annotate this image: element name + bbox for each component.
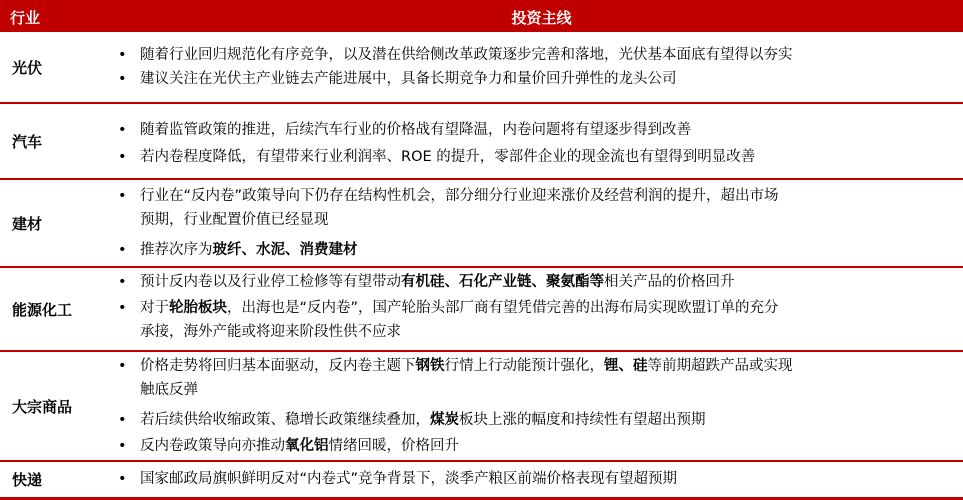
industry-name: 建材 — [12, 214, 43, 233]
bullet-icon: • — [118, 438, 127, 454]
investment-points — [118, 352, 953, 460]
bullet-icon: • — [118, 122, 127, 138]
list-item: • 反内卷政策导向亦推动氧化铝情绪回暖，价格回升 — [118, 434, 953, 458]
list-item: • 建议关注在光伏主产业链去产能进展中，具备长期竞争力和量价回升弹性的龙头公司 — [118, 67, 953, 91]
investment-points — [118, 32, 953, 102]
highlight: 煤炭 — [430, 412, 459, 428]
table-row — [0, 104, 963, 180]
bullet-icon: • — [118, 242, 127, 258]
list-item: • 若后续供给收缩政策、稳增长政策继续叠加，煤炭板块上涨的幅度和持续性有望超出预期 — [118, 408, 953, 432]
bullet-icon: • — [118, 300, 127, 316]
industry-name: 汽车 — [12, 132, 43, 151]
investment-points — [118, 462, 953, 497]
investment-points — [118, 180, 953, 266]
bullet-icon: • — [118, 358, 127, 374]
list-item: • 对于轮胎板块，出海也是“反内卷”，国产轮胎头部厂商有望凭借完善的出海布局实现欧盟订单的充分 承接，海外产能或将迎来阶段性供不应求 — [118, 296, 953, 344]
highlight: 锂、硅 — [604, 358, 648, 374]
bullet-icon: • — [118, 149, 127, 165]
highlight: 钢铁 — [415, 358, 445, 374]
table-header — [0, 0, 963, 32]
list-item: • 国家邮政局旗帜鲜明反对“内卷式”竞争背景下，淡季产粮区前端价格表现有望超预期 — [118, 467, 953, 491]
list-item: • 预计反内卷以及行业停工检修等有望带动有机硅、石化产业链、聚氨酯等相关产品的价格回升 — [118, 270, 953, 294]
table-row — [0, 180, 963, 268]
industry-name: 快递 — [12, 471, 43, 489]
table-row — [0, 268, 963, 352]
bullet-icon: • — [118, 71, 127, 87]
highlight: 轮胎板块 — [169, 300, 227, 316]
list-item: • 行业在“反内卷”政策导向下仍存在结构性机会，部分细分行业迎来涨价及经营利润的提升，超出市场 预期，行业配置价值已经显现 — [118, 184, 953, 232]
list-item: • 随着监管政策的推进，后续汽车行业的价格战有望降温，内卷问题将有望逐步得到改善 — [118, 118, 953, 142]
bullet-icon: • — [118, 274, 127, 290]
table-row — [0, 462, 963, 500]
investment-points — [118, 268, 953, 350]
bullet-icon: • — [118, 47, 127, 63]
highlight: 玻纤、水泥、消费建材 — [212, 242, 358, 258]
industry-name: 光伏 — [12, 58, 43, 77]
bullet-icon: • — [118, 471, 127, 487]
highlight: 氧化铝 — [285, 438, 329, 454]
list-item: • 若内卷程度降低，有望带来行业利润率、ROE 的提升，零部件企业的现金流也有望得到明显改善 — [118, 145, 953, 169]
bullet-icon: • — [118, 188, 127, 204]
highlight: 有机硅、石化产业链、聚氨酯等 — [401, 274, 604, 290]
industry-name: 大宗商品 — [12, 397, 73, 416]
table-row — [0, 32, 963, 104]
header-industry: 行业 — [10, 9, 41, 27]
list-item: • 推荐次序为玻纤、水泥、消费建材 — [118, 238, 953, 262]
table-row — [0, 352, 963, 462]
investment-points — [118, 104, 953, 178]
list-item: • 随着行业回归规范化有序竞争，以及潜在供给侧改革政策逐步完善和落地，光伏基本面底有望得以夯实 — [118, 43, 953, 67]
bullet-icon: • — [118, 412, 127, 428]
header-investment-theme: 投资主线 — [511, 9, 572, 27]
industry-name: 能源化工 — [12, 300, 73, 319]
list-item: • 价格走势将回归基本面驱动，反内卷主题下钢铁行情上行动能预计强化，锂、硅等前期超跌产品或实现 触底反弹 — [118, 354, 953, 402]
